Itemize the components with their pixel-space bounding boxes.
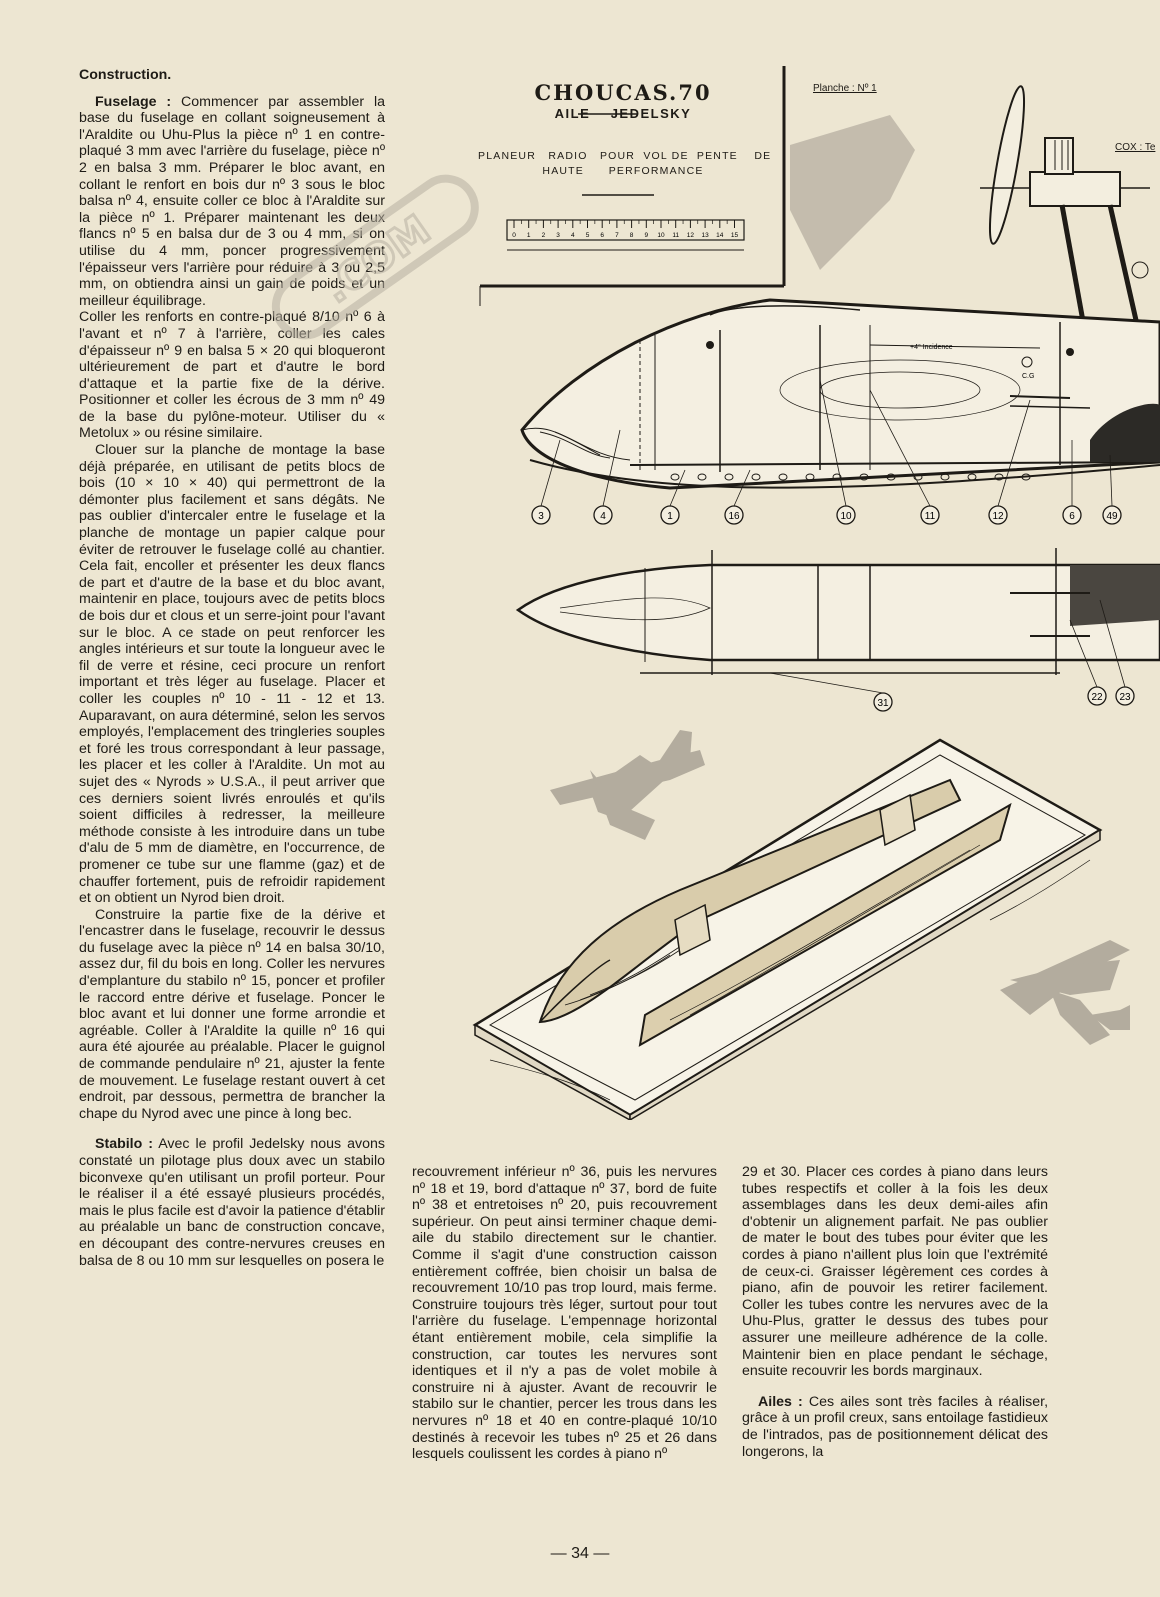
ruler-label: 14: [716, 232, 724, 239]
paragraph: Construire la partie fixe de la dérive et l'encastrer dans le fuselage, recouvrir le dessus du fuselage avec la pièce nº 14 en balsa 30/10, assez dur, fil du bois en long. Coller les nervures d'emplanture du stabilo nº 15, poncer et profiler le raccord entre dérive et fuselage. Poncer le bloc avant et lui donner une forme arrondie et agréable. Coller à l'Araldite la quille nº 16 qui aura été ajourée au préalable. Placer le guignol de commande pendulaire nº 21, ajuster la fente de mouvement. Le fuselage restant ouvert à cet endroit, par dessous, permettra de brancher la chape du Nyrod avec une pince à long bec.: [79, 906, 385, 1122]
ruler-label: 10: [657, 232, 665, 239]
callout-label: 10: [840, 511, 852, 522]
incidence-label: +4° Incidence: [910, 344, 953, 351]
callout-label: 11: [924, 511, 936, 522]
callout-label: 4: [600, 511, 606, 522]
callout-label: 12: [992, 511, 1004, 522]
article-column-3: [742, 1164, 1048, 1460]
planche-label: Planche : Nº 1: [813, 83, 877, 94]
ailes-paragraph: [742, 1394, 1048, 1460]
watermark-text: .COM: [315, 206, 439, 313]
stabilo-paragraph: [79, 1136, 385, 1269]
stabilo-label: Stabilo :: [95, 1136, 153, 1153]
ruler-label: 9: [644, 232, 649, 239]
fuselage-top-view: [518, 548, 1160, 675]
ruler-label: 8: [629, 232, 634, 239]
callout-label: 22: [1091, 692, 1103, 703]
callout-label: 6: [1069, 511, 1075, 522]
ruler-label: 5: [585, 232, 590, 239]
callout-label: 31: [877, 698, 889, 709]
callout-label: 23: [1119, 692, 1131, 703]
page-number: — 34 —: [550, 1545, 610, 1562]
ruler-label: 12: [686, 232, 695, 239]
fuselage-side-view: [522, 300, 1160, 488]
ruler-label: 0: [512, 232, 516, 239]
paragraph: Clouer sur la planche de montage la base déjà préparée, en utilisant de petits blocs de bois (10 × 10 × 40) qui permettront de la démonter plus facilement et sans dégâts. Ne pas oublier d'intercaler entre le fuselage et la planche de montage un papier calque pour éviter de retrouver le fuselage collé au chantier. Cela fait, encoller et présenter les deux flancs de part et d'autre de la base et du bloc avant, maintenir en place, toujours avec de petits blocs de bois dur et clous et un serre-joint pour l'avant sur le bloc. A ce stade on peut renforcer les angles intérieurs et sur toute la longueur avec le fil de verre et résine, ceci procure un renfort important et très léger au fuselage. Placer et coller les couples nº 10 - 11 - 12 et 13. Auparavant, on aura déterminé, selon les servos employés, l'emplacement des tringleries souples et foré les trous correspondant à leur passage, les placer et les coller à l'Araldite. Un mot au sujet des « Nyrods » U.S.A., il peut arriver que ces derniers soient livrés enroulés et qu'ils soient difficiles à redresser, la meilleure méthode consiste à les introduire dans un tube d'alu de 5 mm de diamètre, en l'occurrence, de promener ce tube sur une flamme (gaz) et de chauffer fortement, puis de refroidir rapidement et on obtient un Nyrod bien droit.: [79, 442, 385, 907]
plan-drawings: [470, 60, 1160, 1120]
ruler-label: 11: [672, 232, 680, 239]
section-heading: Construction.: [79, 67, 172, 83]
ailes-label: Ailes :: [758, 1393, 803, 1410]
ruler-label: 2: [541, 232, 546, 239]
plan-description-line-2: HAUTE PERFORMANCE: [542, 165, 704, 177]
stabilo-text: Avec le profil Jedelsky nous avons constaté un pilotage plus doux avec un stabilo biconvexe qu'en utilisant un profil porteur. Pour le réaliser il a été essayé plusieurs procédés, mais le plus facile est d'avoir la patience d'établir au préalable un banc de construction concave, en découpant des contre-nervures creuses en balsa de 8 ou 10 mm sur lesquelles on posera le: [79, 1136, 385, 1269]
scale-ruler: [507, 220, 744, 250]
paragraph: recouvrement inférieur nº 36, puis les nervures nº 18 et 19, bord d'attaque nº 37, bord de fuite nº 38 et entretoises nº 20, puis recouvrement supérieur. On peut ainsi terminer chaque demi-aile du stabilo directement sur le chantier. Comme il s'agit d'une construction caisson entièrement coffrée, bien choisir un balsa de recouvrement 10/10 pas trop lourd, mais ferme. Construire toujours très léger, surtout pour tout l'arrière du fuselage. L'empennage horizontal étant entièrement mobile, cela simplifie la construction, car toutes les nervures sont identiques et il n'y a pas de volet mobile à construire ni à ajuster. Avant de recouvrir le stabilo sur le chantier, percer les trous dans les nervures nº 18 et 40 en contre-plaqué 10/10 destinés à recevoir les tubes nº 25 et 26 dans lesquels coulissent les cordes à piano nº: [412, 1164, 717, 1463]
cg-label: C.G: [1022, 373, 1035, 380]
plan-description-line-1: PLANEUR RADIO POUR VOL DE PENTE DE: [478, 150, 772, 162]
plan-subtitle: AILE JEDELSKY: [554, 106, 692, 121]
ruler-label: 6: [600, 232, 605, 239]
cox-label: COX : Te: [1115, 142, 1156, 153]
callout-label: 3: [538, 511, 544, 522]
ruler-label: 1: [526, 232, 531, 239]
ruler-label: 15: [730, 232, 739, 239]
ruler-label: 7: [615, 232, 619, 239]
callout-label: 1: [667, 511, 673, 522]
article-column-2: [412, 1164, 717, 1463]
paragraph: Coller les renforts en contre-plaqué 8/10 nº 6 à l'avant et nº 7 à l'arrière, coller les cales d'épaisseur nº 9 en balsa 5 × 20 qui bloqueront ultérieurement de part et d'autre le bord d'attaque et la partie fixe de la dérive. Positionner et coller les écrous de 3 mm nº 49 de la base du pylône-moteur. Utiliser du « Metolux » ou résine similaire.: [79, 309, 385, 442]
ruler-label: 4: [570, 232, 575, 239]
fuselage-text: Commencer par assembler la base du fuselage en collant soigneusement à l'Araldite ou Uhu-Plus la pièce nº 1 en contre-plaqué 3 mm avec l'arrière du fuselage, pièce nº 2 en balsa 3 mm. Préparer le bloc avant, en collant le renfort en bois dur nº 3 sous le bloc balsa nº 4, ensuite coller ce bloc à l'Araldite sur la pièce nº 1. Préparer maintenant les deux flancs nº 5 en balsa dur de 3 ou 4 mm, si on utilise du 4 mm, poncer progressivement l'épaisseur vers l'arrière pour réduire à 3 ou 2,5 mm, on obtiendra ainsi un gain de poids et un meilleur équilibrage.: [79, 93, 385, 309]
plan-title: CHOUCAS.70: [534, 80, 712, 105]
callout-label: 49: [1106, 511, 1118, 522]
fuselage-label: Fuselage :: [95, 93, 172, 110]
paragraph: 29 et 30. Placer ces cordes à piano dans leurs tubes respectifs et coller à la fois les deux assemblages dans les deux demi-ailes afin d'obtenir un alignement parfait. Ne pas oublier de mater le bout des tubes pour éviter que les cordes à piano n'aillent plus loin que l'extrémité de ceux-ci. Graisser légèrement ces cordes à piano, afin de pouvoir les retirer facilement. Coller les tubes contre les nervures avec de la Uhu-Plus, gratter le dessus des tubes pour assurer une meilleure adhérence de la colle. Maintenir bien en place pendant le séchage, ensuite recouvrir les bords marginaux.: [742, 1164, 1048, 1380]
callout-label: 16: [728, 511, 740, 522]
ruler-label: 13: [701, 232, 709, 239]
ailes-text: Ces ailes sont très faciles à réaliser, grâce à un profil creux, sans entoilage fastidieux de l'intrados, pas de positionnement délicat des longerons, la: [742, 1393, 1049, 1460]
glider-silhouette-2: [1000, 940, 1130, 1045]
glider-silhouette-1: [550, 730, 705, 840]
ruler-label: 3: [556, 232, 560, 239]
